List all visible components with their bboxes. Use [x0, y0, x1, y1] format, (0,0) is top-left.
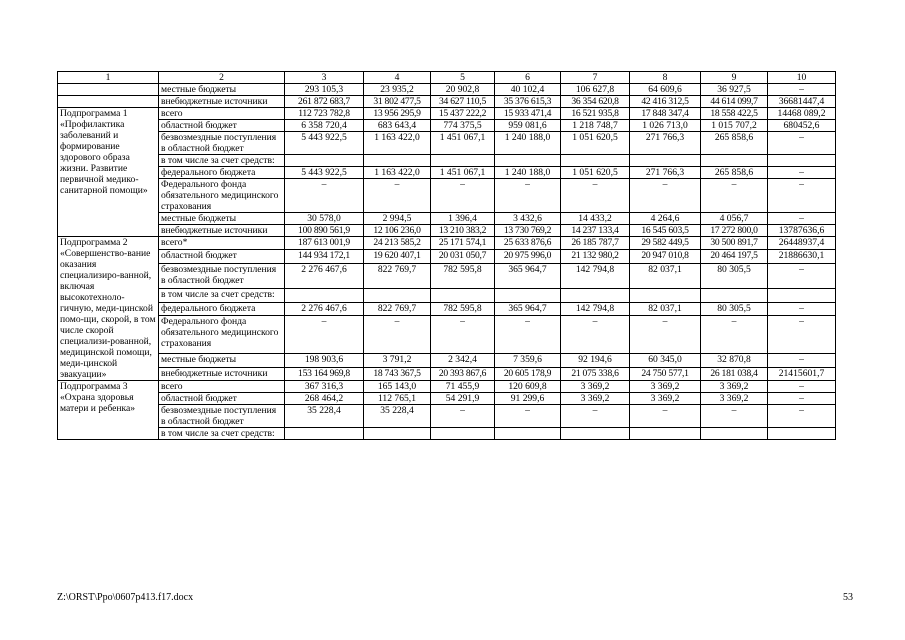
funding-source-label: федерального бюджета — [159, 167, 285, 179]
amount-cell: 29 582 449,5 — [630, 237, 701, 250]
funding-source-label: безвозмездные поступления в областной бюджет — [159, 132, 285, 155]
amount-cell: 23 935,2 — [364, 84, 431, 96]
column-header: 6 — [495, 72, 561, 84]
amount-cell: – — [364, 179, 431, 213]
amount-cell: 71 455,9 — [431, 381, 495, 393]
amount-cell: 16 521 935,8 — [561, 108, 630, 120]
amount-cell — [495, 289, 561, 302]
subprogram-name: Подпрограмма 1 «Профилактика заболеваний и формирование здорового образа жизни. Развитие первичной медико-санитарной помощи» — [58, 108, 159, 237]
table-row — [58, 237, 836, 250]
amount-cell: 198 903,6 — [285, 354, 364, 367]
amount-cell — [285, 428, 364, 440]
amount-cell: 20 464 197,5 — [701, 250, 768, 263]
amount-cell: 680452,6 — [768, 120, 836, 132]
amount-cell: 3 791,2 — [364, 354, 431, 367]
funding-source-label: всего — [159, 108, 285, 120]
amount-cell: – — [768, 405, 836, 428]
table-row — [58, 179, 836, 213]
amount-cell — [701, 289, 768, 302]
amount-cell: – — [768, 316, 836, 354]
amount-cell — [364, 155, 431, 167]
amount-cell — [431, 289, 495, 302]
table-row — [58, 263, 836, 289]
funding-source-label: в том числе за счет средств: — [159, 155, 285, 167]
amount-cell: 26 181 038,4 — [701, 367, 768, 380]
amount-cell: – — [561, 316, 630, 354]
amount-cell: 24 750 577,1 — [630, 367, 701, 380]
amount-cell: 92 194,6 — [561, 354, 630, 367]
subprogram-name — [58, 96, 159, 108]
amount-cell: 44 614 099,7 — [701, 96, 768, 108]
amount-cell: 268 464,2 — [285, 393, 364, 405]
amount-cell: 36 927,5 — [701, 84, 768, 96]
amount-cell: 7 359,6 — [495, 354, 561, 367]
amount-cell: 822 769,7 — [364, 263, 431, 289]
funding-source-label: внебюджетные источники — [159, 225, 285, 237]
table-row — [58, 405, 836, 428]
amount-cell: 120 609,8 — [495, 381, 561, 393]
column-header: 3 — [285, 72, 364, 84]
amount-cell: 365 964,7 — [495, 302, 561, 315]
amount-cell — [701, 155, 768, 167]
amount-cell: 2 276 467,6 — [285, 302, 364, 315]
amount-cell: 1 051 620,5 — [561, 167, 630, 179]
amount-cell: 13 730 769,2 — [495, 225, 561, 237]
amount-cell — [431, 155, 495, 167]
amount-cell: 30 578,0 — [285, 213, 364, 225]
amount-cell: – — [768, 213, 836, 225]
amount-cell: 20 393 867,6 — [431, 367, 495, 380]
amount-cell: 13787636,6 — [768, 225, 836, 237]
table-row — [58, 354, 836, 367]
amount-cell: 144 934 172,1 — [285, 250, 364, 263]
amount-cell: 265 858,6 — [701, 132, 768, 155]
amount-cell — [701, 428, 768, 440]
amount-cell: 20 902,8 — [431, 84, 495, 96]
amount-cell: 5 443 922,5 — [285, 132, 364, 155]
amount-cell: 293 105,3 — [285, 84, 364, 96]
funding-source-label: всего* — [159, 237, 285, 250]
amount-cell: 26 185 787,7 — [561, 237, 630, 250]
column-header: 5 — [431, 72, 495, 84]
amount-cell — [364, 428, 431, 440]
amount-cell: 42 416 312,5 — [630, 96, 701, 108]
amount-cell: 60 345,0 — [630, 354, 701, 367]
amount-cell: 35 228,4 — [285, 405, 364, 428]
table-row — [58, 428, 836, 440]
amount-cell: 64 609,6 — [630, 84, 701, 96]
amount-cell: 25 633 876,6 — [495, 237, 561, 250]
amount-cell: 782 595,8 — [431, 263, 495, 289]
amount-cell: 54 291,9 — [431, 393, 495, 405]
amount-cell: – — [431, 179, 495, 213]
amount-cell: 14 433,2 — [561, 213, 630, 225]
amount-cell: 82 037,1 — [630, 263, 701, 289]
budget-table — [57, 71, 836, 440]
amount-cell: – — [630, 316, 701, 354]
column-header: 1 — [58, 72, 159, 84]
amount-cell: 112 765,1 — [364, 393, 431, 405]
column-header: 8 — [630, 72, 701, 84]
table-header-row — [58, 72, 836, 84]
funding-source-label: внебюджетные источники — [159, 367, 285, 380]
amount-cell: 265 858,6 — [701, 167, 768, 179]
amount-cell: 3 369,2 — [630, 393, 701, 405]
funding-source-label: в том числе за счет средств: — [159, 428, 285, 440]
amount-cell: 774 375,5 — [431, 120, 495, 132]
amount-cell — [285, 289, 364, 302]
funding-source-label: безвозмездные поступления в областной бюджет — [159, 263, 285, 289]
amount-cell: 959 081,6 — [495, 120, 561, 132]
funding-source-label: областной бюджет — [159, 120, 285, 132]
amount-cell: 1 015 707,2 — [701, 120, 768, 132]
amount-cell — [630, 428, 701, 440]
amount-cell: – — [630, 179, 701, 213]
funding-source-label: Федерального фонда обязательного медицинского страхования — [159, 179, 285, 213]
funding-source-label: областной бюджет — [159, 393, 285, 405]
amount-cell: 2 276 467,6 — [285, 263, 364, 289]
amount-cell: 20 605 178,9 — [495, 367, 561, 380]
amount-cell: 1 451 067,1 — [431, 167, 495, 179]
amount-cell: 142 794,8 — [561, 302, 630, 315]
amount-cell — [561, 155, 630, 167]
funding-source-label: местные бюджеты — [159, 354, 285, 367]
amount-cell: – — [495, 316, 561, 354]
amount-cell: 112 723 782,8 — [285, 108, 364, 120]
amount-cell: 1 218 748,7 — [561, 120, 630, 132]
amount-cell: 1 240 188,0 — [495, 132, 561, 155]
amount-cell: – — [630, 405, 701, 428]
amount-cell: 782 595,8 — [431, 302, 495, 315]
amount-cell: 31 802 477,5 — [364, 96, 431, 108]
amount-cell: 14 237 133,4 — [561, 225, 630, 237]
column-header: 4 — [364, 72, 431, 84]
amount-cell: – — [495, 405, 561, 428]
amount-cell: 12 106 236,0 — [364, 225, 431, 237]
page-number: 53 — [843, 592, 853, 603]
file-path: Z:\ORST\Ppo\0607p413.f17.docx — [57, 592, 194, 603]
funding-source-label: местные бюджеты — [159, 213, 285, 225]
amount-cell: 82 037,1 — [630, 302, 701, 315]
amount-cell: 21415601,7 — [768, 367, 836, 380]
amount-cell — [768, 155, 836, 167]
funding-source-label: областной бюджет — [159, 250, 285, 263]
amount-cell: – — [768, 263, 836, 289]
amount-cell: 15 437 222,2 — [431, 108, 495, 120]
funding-source-label: Федерального фонда обязательного медицинского страхования — [159, 316, 285, 354]
table-row — [58, 250, 836, 263]
amount-cell: 35 228,4 — [364, 405, 431, 428]
amount-cell: 17 272 800,0 — [701, 225, 768, 237]
amount-cell: – — [768, 179, 836, 213]
amount-cell: – — [431, 316, 495, 354]
amount-cell: 21 132 980,2 — [561, 250, 630, 263]
amount-cell: 40 102,4 — [495, 84, 561, 96]
table-row — [58, 289, 836, 302]
subprogram-name — [58, 84, 159, 96]
amount-cell: 36 354 620,8 — [561, 96, 630, 108]
amount-cell — [495, 155, 561, 167]
amount-cell: 18 558 422,5 — [701, 108, 768, 120]
amount-cell: 1 240 188,0 — [495, 167, 561, 179]
amount-cell: – — [768, 302, 836, 315]
amount-cell: 2 342,4 — [431, 354, 495, 367]
amount-cell — [630, 155, 701, 167]
amount-cell: – — [364, 316, 431, 354]
amount-cell: 683 643,4 — [364, 120, 431, 132]
amount-cell: – — [768, 167, 836, 179]
amount-cell: 15 933 471,4 — [495, 108, 561, 120]
funding-source-label: федерального бюджета — [159, 302, 285, 315]
table-row — [58, 96, 836, 108]
amount-cell: 21886630,1 — [768, 250, 836, 263]
amount-cell: 153 164 969,8 — [285, 367, 364, 380]
column-header: 9 — [701, 72, 768, 84]
amount-cell: 106 627,8 — [561, 84, 630, 96]
amount-cell: – — [701, 405, 768, 428]
funding-source-label: всего — [159, 381, 285, 393]
table-row — [58, 108, 836, 120]
amount-cell: 5 443 922,5 — [285, 167, 364, 179]
amount-cell: 822 769,7 — [364, 302, 431, 315]
amount-cell: – — [561, 179, 630, 213]
amount-cell: 91 299,6 — [495, 393, 561, 405]
amount-cell: 3 369,2 — [701, 393, 768, 405]
amount-cell: 3 369,2 — [561, 381, 630, 393]
amount-cell: 1 163 422,0 — [364, 132, 431, 155]
amount-cell: 6 358 720,4 — [285, 120, 364, 132]
subprogram-name: Подпрограмма 3 «Охрана здоровья матери и ребенка» — [58, 381, 159, 440]
table-row — [58, 213, 836, 225]
amount-cell: 271 766,3 — [630, 132, 701, 155]
amount-cell: 4 056,7 — [701, 213, 768, 225]
column-header: 2 — [159, 72, 285, 84]
table-row — [58, 167, 836, 179]
funding-source-label: безвозмездные поступления в областной бюджет — [159, 405, 285, 428]
amount-cell — [768, 428, 836, 440]
table-row — [58, 302, 836, 315]
amount-cell: – — [701, 316, 768, 354]
amount-cell: 1 051 620,5 — [561, 132, 630, 155]
table-row — [58, 367, 836, 380]
amount-cell: 3 369,2 — [630, 381, 701, 393]
amount-cell: 20 947 010,8 — [630, 250, 701, 263]
amount-cell: 365 964,7 — [495, 263, 561, 289]
amount-cell: – — [768, 84, 836, 96]
amount-cell: 14468 089,2 — [768, 108, 836, 120]
amount-cell: – — [768, 132, 836, 155]
column-header: 10 — [768, 72, 836, 84]
amount-cell — [495, 428, 561, 440]
amount-cell: 36681447,4 — [768, 96, 836, 108]
amount-cell: 21 075 338,6 — [561, 367, 630, 380]
amount-cell: – — [768, 381, 836, 393]
table-row — [58, 381, 836, 393]
amount-cell: 80 305,5 — [701, 302, 768, 315]
amount-cell: – — [561, 405, 630, 428]
table-row — [58, 393, 836, 405]
amount-cell: 3 369,2 — [701, 381, 768, 393]
table-row — [58, 155, 836, 167]
amount-cell: 165 143,0 — [364, 381, 431, 393]
amount-cell: 13 210 383,2 — [431, 225, 495, 237]
amount-cell: – — [768, 393, 836, 405]
column-header: 7 — [561, 72, 630, 84]
amount-cell: 3 432,6 — [495, 213, 561, 225]
amount-cell — [285, 155, 364, 167]
amount-cell: 32 870,8 — [701, 354, 768, 367]
table-row — [58, 132, 836, 155]
amount-cell: 20 975 996,0 — [495, 250, 561, 263]
amount-cell: 1 026 713,0 — [630, 120, 701, 132]
amount-cell — [630, 289, 701, 302]
amount-cell: 20 031 050,7 — [431, 250, 495, 263]
amount-cell: 271 766,3 — [630, 167, 701, 179]
amount-cell: 1 163 422,0 — [364, 167, 431, 179]
amount-cell: – — [431, 405, 495, 428]
amount-cell — [561, 428, 630, 440]
amount-cell: 17 848 347,4 — [630, 108, 701, 120]
amount-cell: 35 376 615,3 — [495, 96, 561, 108]
amount-cell: 26448937,4 — [768, 237, 836, 250]
amount-cell: – — [285, 316, 364, 354]
amount-cell: 4 264,6 — [630, 213, 701, 225]
amount-cell: 34 627 110,5 — [431, 96, 495, 108]
amount-cell: 2 994,5 — [364, 213, 431, 225]
table-row — [58, 316, 836, 354]
funding-source-label: в том числе за счет средств: — [159, 289, 285, 302]
amount-cell: 24 213 585,2 — [364, 237, 431, 250]
amount-cell: 187 613 001,9 — [285, 237, 364, 250]
amount-cell — [561, 289, 630, 302]
amount-cell: 142 794,8 — [561, 263, 630, 289]
amount-cell — [431, 428, 495, 440]
amount-cell: 13 956 295,9 — [364, 108, 431, 120]
amount-cell: 1 451 067,1 — [431, 132, 495, 155]
amount-cell: 19 620 407,1 — [364, 250, 431, 263]
amount-cell: 30 500 891,7 — [701, 237, 768, 250]
amount-cell: – — [285, 179, 364, 213]
amount-cell: 80 305,5 — [701, 263, 768, 289]
amount-cell: 25 171 574,1 — [431, 237, 495, 250]
amount-cell: 3 369,2 — [561, 393, 630, 405]
amount-cell: 100 890 561,9 — [285, 225, 364, 237]
amount-cell — [364, 289, 431, 302]
table-row — [58, 120, 836, 132]
table-row — [58, 225, 836, 237]
funding-source-label: внебюджетные источники — [159, 96, 285, 108]
amount-cell: 16 545 603,5 — [630, 225, 701, 237]
amount-cell: – — [701, 179, 768, 213]
amount-cell: 261 872 683,7 — [285, 96, 364, 108]
amount-cell: 367 316,3 — [285, 381, 364, 393]
amount-cell: – — [768, 354, 836, 367]
amount-cell: 1 396,4 — [431, 213, 495, 225]
amount-cell — [768, 289, 836, 302]
amount-cell: – — [495, 179, 561, 213]
table-row — [58, 84, 836, 96]
subprogram-name: Подпрограмма 2 «Совершенство-вание оказания специализиро-ванной, включая высокотехноло-гичную, меди-цинской помо-щи, скорой, в том числе скорой специализи-рованной, медицинской помощи, меди-цинской эвакуации» — [58, 237, 159, 381]
amount-cell: 18 743 367,5 — [364, 367, 431, 380]
funding-source-label: местные бюджеты — [159, 84, 285, 96]
